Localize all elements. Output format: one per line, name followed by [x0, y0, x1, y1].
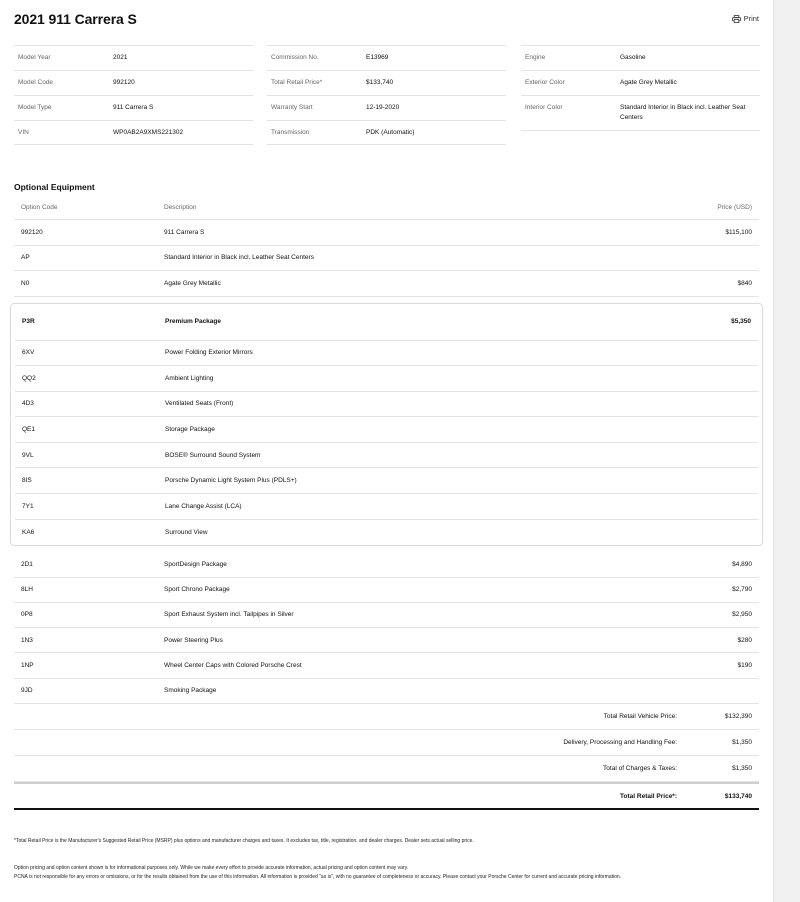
option-code: QE1: [22, 426, 36, 434]
package-item-row: [15, 417, 758, 443]
option-code: 9JD: [21, 687, 33, 695]
option-code: 8IS: [22, 477, 32, 485]
summary-row: [14, 120, 253, 145]
grand-total-label: Total Retail Price*:: [620, 792, 677, 800]
summary-column-1: [14, 45, 253, 145]
package-description: Premium Package: [165, 318, 222, 325]
summary-row: [521, 95, 760, 131]
option-description: Porsche Dynamic Light System Plus (PDLS+): [165, 477, 297, 485]
grand-total-value: $133,740: [724, 792, 752, 800]
option-price: $115,100: [725, 228, 752, 236]
table-row: [14, 246, 759, 272]
package-item-row: [15, 366, 758, 392]
printer-icon: [732, 15, 741, 23]
optional-equipment-heading: Optional Equipment: [14, 182, 95, 192]
summary-row: [521, 70, 760, 95]
summary-value: 2021: [113, 54, 128, 61]
table-row: [14, 679, 759, 704]
summary-label: Model Code: [18, 79, 54, 86]
summary-label: Interior Color: [525, 104, 563, 111]
equipment-table: [14, 195, 759, 810]
totals-row: [14, 756, 759, 782]
option-code: N0: [21, 279, 30, 287]
table-row: [14, 578, 759, 603]
option-code: 7Y1: [22, 502, 34, 510]
totals-value: $1,350: [732, 765, 752, 773]
option-description: SportDesign Package: [164, 560, 227, 568]
package-code: P3R: [22, 318, 35, 325]
summary-value: $133,740: [366, 79, 394, 86]
option-description: Power Folding Exterior Mirrors: [165, 349, 253, 357]
grand-total-row: [14, 782, 759, 810]
equipment-rows-bottom: [14, 552, 759, 704]
totals-value: $132,390: [724, 713, 752, 721]
option-description: Ambient Lighting: [165, 374, 214, 382]
summary-row: [521, 45, 760, 70]
summary-row: [267, 45, 506, 70]
summary-value: 992120: [113, 79, 135, 86]
print-label: Print: [743, 14, 759, 23]
table-header: [14, 195, 759, 220]
summary-value: Agate Grey Metallic: [620, 79, 677, 86]
summary-column-3: [521, 45, 760, 131]
package-price: $5,350: [731, 318, 751, 325]
summary-value: 911 Carrera S: [113, 104, 154, 111]
option-code: 992120: [21, 228, 43, 236]
table-row: [14, 552, 759, 577]
disclaimer-footnote-1: Option pricing and option content shown is for informational purposes only. While we make every effort to provide accurate information, actual pricing and option content may vary.: [14, 865, 409, 871]
table-row: [14, 653, 759, 678]
summary-label: Commission No.: [271, 54, 319, 61]
package-header-row: [15, 304, 758, 341]
option-description: 911 Carrera S: [164, 228, 205, 236]
premium-package-group: [10, 303, 763, 547]
package-item-row: [15, 392, 758, 418]
summary-value: Standard Interior in Black incl. Leather Seat Centers: [620, 104, 746, 121]
package-item-row: [15, 520, 758, 546]
totals-label: Delivery, Processing and Handling Fee:: [563, 739, 677, 747]
option-description: Lane Change Assist (LCA): [165, 502, 242, 510]
option-price: $280: [737, 636, 752, 644]
option-price: $840: [737, 279, 752, 287]
totals-label: Total of Charges & Taxes:: [603, 765, 677, 773]
summary-label: VIN: [18, 129, 29, 136]
header-option-code: Option Code: [21, 203, 58, 211]
option-description: Smoking Package: [164, 687, 217, 695]
summary-column-2: [267, 45, 506, 145]
option-code: AP: [21, 254, 30, 262]
option-description: Agate Grey Metallic: [164, 279, 221, 287]
option-code: 0P8: [21, 611, 33, 619]
scrollbar[interactable]: [773, 0, 800, 902]
print-button[interactable]: [732, 14, 759, 23]
summary-row: [14, 95, 253, 120]
option-price: $4,890: [732, 560, 752, 568]
totals-row: [14, 730, 759, 756]
option-description: Wheel Center Caps with Colored Porsche Crest: [164, 662, 302, 670]
summary-row: [267, 95, 506, 120]
summary-label: Model Year: [18, 54, 51, 61]
option-code: 6XV: [22, 349, 35, 357]
option-price: $190: [737, 662, 752, 670]
summary-label: Total Retail Price*: [271, 79, 323, 86]
option-description: BOSE® Surround Sound System: [165, 451, 261, 459]
option-code: 8LH: [21, 586, 33, 594]
totals-label: Total Retail Vehicle Price:: [603, 713, 677, 721]
disclaimer-footnote-2: PCNA is not responsible for any errors or omissions, or for the results obtained from the use of this information. All information is provided "as is", with no guarantee of completeness or accuracy. Please contact your Porsche Center for current and accurate pricing information.: [14, 874, 622, 880]
summary-label: Exterior Color: [525, 79, 565, 86]
summary-label: Model Type: [18, 104, 52, 111]
summary-value: 12-19-2020: [366, 104, 400, 111]
summary-row: [14, 45, 253, 70]
table-row: [14, 603, 759, 628]
option-description: Storage Package: [165, 426, 215, 434]
option-description: Sport Chrono Package: [164, 586, 230, 594]
package-item-row: [15, 341, 758, 367]
package-item-row: [15, 443, 758, 469]
table-row: [14, 628, 759, 653]
totals-row: [14, 704, 759, 730]
summary-label: Engine: [525, 54, 546, 61]
totals-value: $1,350: [732, 739, 752, 747]
option-description: Surround View: [165, 528, 208, 536]
option-description: Ventilated Seats (Front): [165, 400, 234, 408]
header-description: Description: [164, 203, 197, 211]
summary-value: WP0AB2A9XMS221302: [113, 129, 184, 136]
table-row: [14, 220, 759, 246]
option-code: 2D1: [21, 560, 33, 568]
summary-value: Gasoline: [620, 54, 646, 61]
msrp-footnote: *Total Retail Price is the Manufacturer's Suggested Retail Price (MSRP) plus options and manufacturer charges and taxes. It excludes tax, title, registration, and dealer charges. Dealer sets actual selling price.: [14, 838, 474, 844]
option-description: Sport Exhaust System incl. Tailpipes in Silver: [164, 611, 294, 619]
table-row: [14, 271, 759, 297]
equipment-rows-top: [14, 220, 759, 297]
option-code: KA6: [22, 528, 35, 536]
summary-label: Transmission: [271, 129, 310, 136]
option-code: 1NP: [21, 662, 34, 670]
package-item-row: [15, 494, 758, 520]
summary-value: E13969: [366, 54, 389, 61]
summary-row: [267, 70, 506, 95]
summary-row: [14, 70, 253, 95]
option-price: $2,790: [732, 586, 752, 594]
option-code: 1N3: [21, 636, 33, 644]
totals-section: [14, 704, 759, 810]
summary-value: PDK (Automatic): [366, 129, 415, 136]
option-description: Power Steering Plus: [164, 636, 223, 644]
package-item-row: [15, 468, 758, 494]
option-price: $2,950: [732, 611, 752, 619]
option-code: 4D3: [22, 400, 34, 408]
header-price: Price (USD): [717, 203, 752, 211]
summary-label: Warranty Start: [271, 104, 313, 111]
option-description: Standard Interior in Black incl. Leather Seat Centers: [164, 254, 314, 262]
option-code: 9VL: [22, 451, 34, 459]
summary-row: [267, 120, 506, 145]
option-code: QQ2: [22, 374, 36, 382]
page-title: 2021 911 Carrera S: [14, 11, 137, 27]
